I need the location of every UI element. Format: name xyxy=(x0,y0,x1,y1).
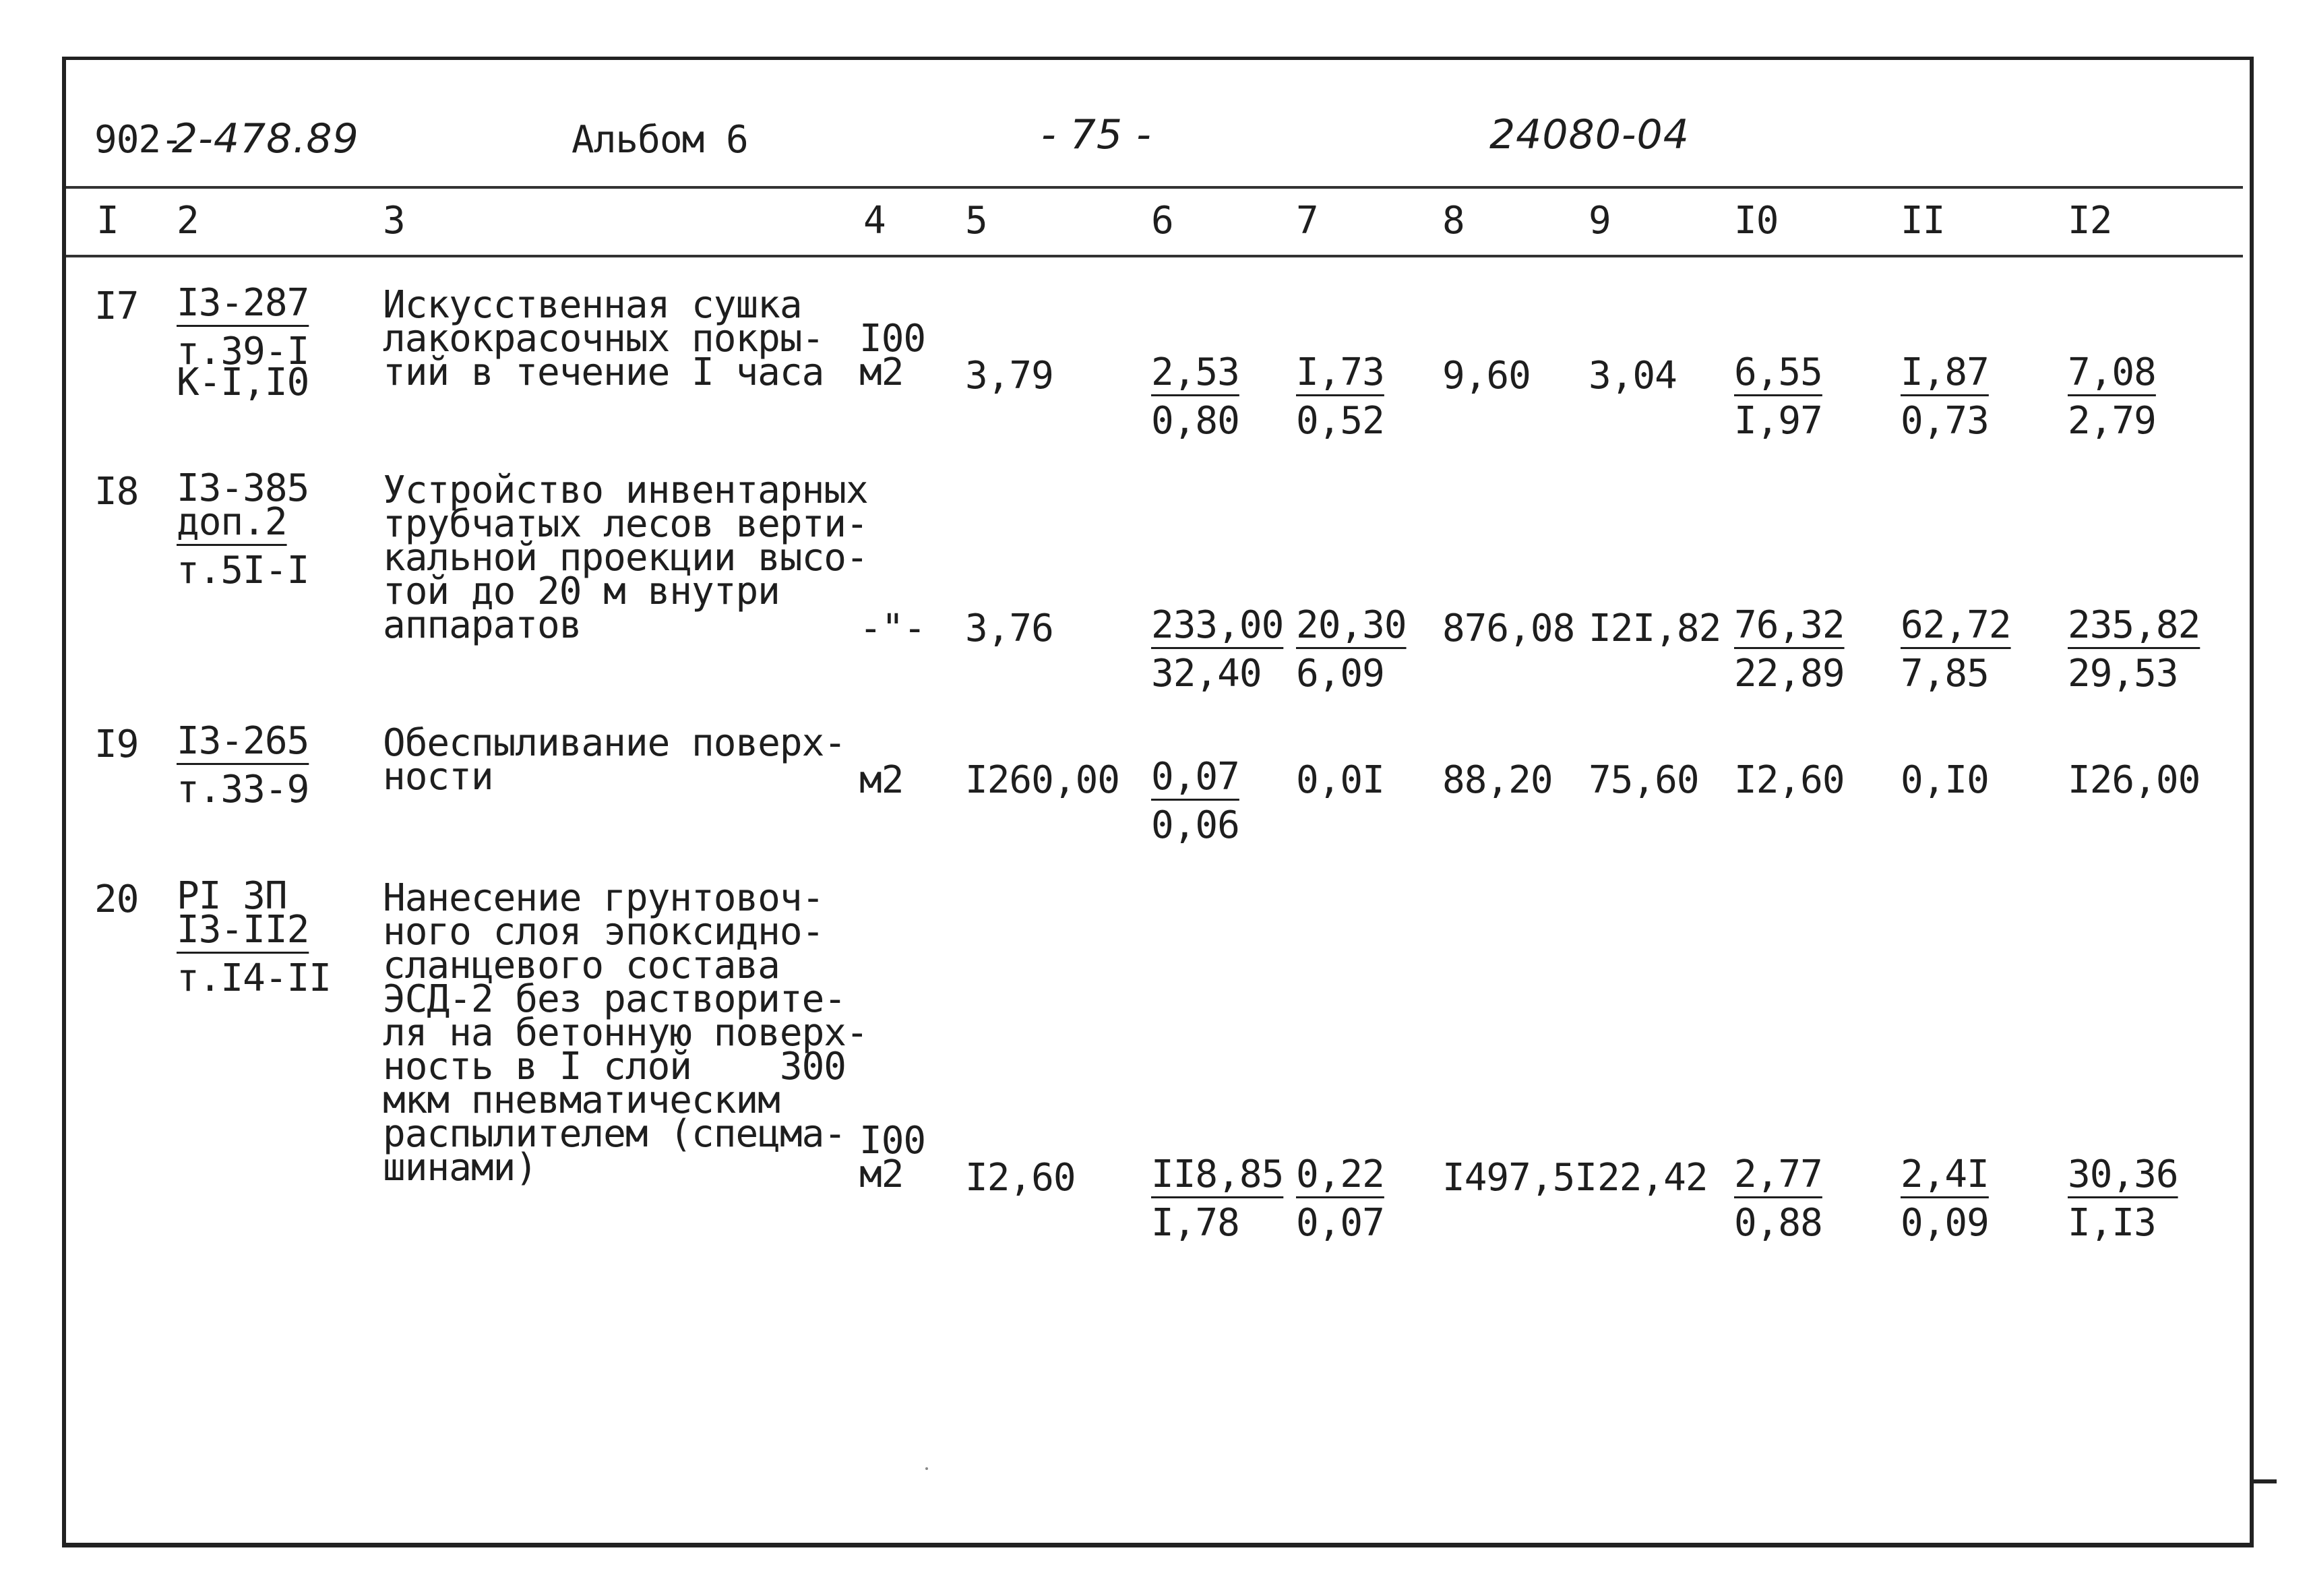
cell-col9: 3,04 xyxy=(1589,354,1677,398)
ref-line: К-I,I0 xyxy=(177,361,309,404)
cell-top: 0,22 xyxy=(1296,1153,1384,1196)
cell-top: 2,53 xyxy=(1151,350,1239,394)
cell-top: 6,55 xyxy=(1734,350,1822,394)
doc-code-prefix: 902- xyxy=(94,118,183,162)
cell-col7 xyxy=(1296,603,1407,696)
cell-col12 xyxy=(2068,1153,2178,1245)
unit-line: I00 xyxy=(859,317,926,361)
col-header-6: 6 xyxy=(1151,199,1173,243)
cell-col11 xyxy=(1901,1153,1989,1245)
ref-line: PI 3П xyxy=(177,874,287,918)
cell-col9: 22,42 xyxy=(1597,1156,1708,1200)
row-reference xyxy=(177,719,309,811)
row-number: I8 xyxy=(94,470,139,514)
cell-col10 xyxy=(1734,603,1845,696)
col-header-1: I xyxy=(96,199,119,243)
row-description: Устройство инвентарных трубчатых лесов верти- кальной проекции высо- той до 20 м внутри аппаратов xyxy=(383,468,868,647)
cell-bottom: 7,85 xyxy=(1901,652,1989,696)
row-description: Обеспыливание поверх- ности xyxy=(383,721,846,799)
ref-line: т.39-I xyxy=(177,330,309,373)
cell-bottom: 0,80 xyxy=(1151,399,1239,443)
cell-col9: 75,60 xyxy=(1589,758,1699,802)
cell-bottom: 0,06 xyxy=(1151,803,1239,847)
ref-line: I3-265 xyxy=(177,719,309,763)
cell-top: II8,85 xyxy=(1151,1153,1284,1196)
unit-line: м2 xyxy=(859,350,904,394)
col-header-9: 9 xyxy=(1589,199,1611,243)
col-header-3: 3 xyxy=(383,199,405,243)
header-rule-bottom xyxy=(66,255,2243,257)
cell-top: 7,08 xyxy=(2068,350,2156,394)
ref-line: т.5I-I xyxy=(177,549,309,592)
ref-line: I3-385 xyxy=(177,466,309,510)
cell-top: 0,07 xyxy=(1151,755,1239,799)
cell-top: 76,32 xyxy=(1734,603,1845,647)
cell-col10: I2,60 xyxy=(1734,758,1845,802)
row-unit: -"- xyxy=(859,607,926,650)
cell-col7: 0,0I xyxy=(1296,758,1384,802)
cell-col6 xyxy=(1151,1153,1284,1245)
col-header-4: 4 xyxy=(863,199,886,243)
ref-line: I3-II2 xyxy=(177,908,309,952)
cell-top: 2,77 xyxy=(1734,1153,1822,1196)
row-number: 20 xyxy=(94,878,139,921)
row-unit: м2 xyxy=(859,758,904,802)
cell-bottom: 0,07 xyxy=(1296,1201,1384,1245)
scan-speck xyxy=(925,1467,928,1470)
cell-col12: I26,00 xyxy=(2068,758,2200,802)
cell-col12 xyxy=(2068,603,2200,696)
cell-top: 62,72 xyxy=(1901,603,2011,647)
cell-col7 xyxy=(1296,1153,1384,1245)
cell-bottom: 0,73 xyxy=(1901,399,1989,443)
ref-line: I3-287 xyxy=(177,281,309,325)
cell-col9: I2I,82 xyxy=(1589,607,1721,650)
cell-bottom: 0,88 xyxy=(1734,1201,1822,1245)
row-unit xyxy=(859,1119,926,1196)
cell-top: 30,36 xyxy=(2068,1153,2178,1196)
row-description: Искусственная сушка лакокрасочных покры- тий в течение I часа xyxy=(383,283,824,394)
cell-bottom: I,I3 xyxy=(2068,1201,2156,1245)
ref-line: т.33-9 xyxy=(177,768,309,811)
cell-bottom: 22,89 xyxy=(1734,652,1845,696)
cell-col8: 876,08 xyxy=(1442,607,1575,650)
cell-col11: 0,I0 xyxy=(1901,758,1989,802)
cell-bottom: I,78 xyxy=(1151,1201,1239,1245)
doc-code-handwritten: 2-478.89 xyxy=(172,115,359,162)
cell-bottom: 6,09 xyxy=(1296,652,1384,696)
cell-col11 xyxy=(1901,350,1989,443)
cell-col12 xyxy=(2068,350,2156,443)
cell-col10 xyxy=(1734,350,1822,443)
cell-bottom: 0,09 xyxy=(1901,1201,1989,1245)
row-number: I7 xyxy=(94,284,139,328)
cell-bottom: 29,53 xyxy=(2068,652,2178,696)
cell-col8: 9,60 xyxy=(1442,354,1531,398)
row-number: I9 xyxy=(94,723,139,766)
row-reference xyxy=(177,281,309,404)
col-header-2: 2 xyxy=(177,199,199,243)
cell-bottom: 32,40 xyxy=(1151,652,1262,696)
cell-bottom: 0,52 xyxy=(1296,399,1384,443)
frame-edge-mark xyxy=(2250,1479,2277,1483)
unit-line: I00 xyxy=(859,1119,926,1163)
cell-col8: 88,20 xyxy=(1442,758,1553,802)
cell-col6 xyxy=(1151,350,1239,443)
row-reference xyxy=(177,874,332,1000)
cell-col6 xyxy=(1151,755,1239,847)
row-reference xyxy=(177,466,309,592)
col-header-12: I2 xyxy=(2068,199,2112,243)
cell-bottom: I,97 xyxy=(1734,399,1822,443)
col-header-5: 5 xyxy=(965,199,987,243)
cell-top: I,87 xyxy=(1901,350,1989,394)
cell-col5: I2,60 xyxy=(965,1156,1076,1200)
row-unit xyxy=(859,317,926,394)
cell-top: 20,30 xyxy=(1296,603,1407,647)
page-number: - 75 - xyxy=(1041,111,1152,158)
header-rule-top xyxy=(66,186,2243,189)
cell-col5: 3,76 xyxy=(965,607,1053,650)
col-header-8: 8 xyxy=(1442,199,1465,243)
cell-col8: I497,5I xyxy=(1442,1156,1597,1200)
cell-col5: I260,00 xyxy=(965,758,1120,802)
col-header-11: II xyxy=(1901,199,1945,243)
cell-col11 xyxy=(1901,603,2011,696)
col-header-10: I0 xyxy=(1734,199,1779,243)
col-header-7: 7 xyxy=(1296,199,1318,243)
doc-number: 24080-04 xyxy=(1489,111,1690,158)
cell-top: 235,82 xyxy=(2068,603,2200,647)
ref-line: доп.2 xyxy=(177,500,287,544)
cell-col7 xyxy=(1296,350,1384,443)
cell-top: 2,4I xyxy=(1901,1153,1989,1196)
cell-top: 233,00 xyxy=(1151,603,1284,647)
album-label: Альбом 6 xyxy=(572,118,748,162)
cell-col10 xyxy=(1734,1153,1822,1245)
cell-bottom: 2,79 xyxy=(2068,399,2156,443)
cell-top: I,73 xyxy=(1296,350,1384,394)
cell-col5: 3,79 xyxy=(965,354,1053,398)
cell-col6 xyxy=(1151,603,1284,696)
unit-line: м2 xyxy=(859,1153,904,1196)
row-description: Нанесение грунтовоч- ного слоя эпоксидно- сланцевого состава ЭСД-2 без растворите- ля на бетонную поверх- ность в I слой 300 мкм пневматическим распылителем (спецма- шинами) xyxy=(383,876,868,1190)
ref-line: т.I4-II xyxy=(177,956,332,1000)
